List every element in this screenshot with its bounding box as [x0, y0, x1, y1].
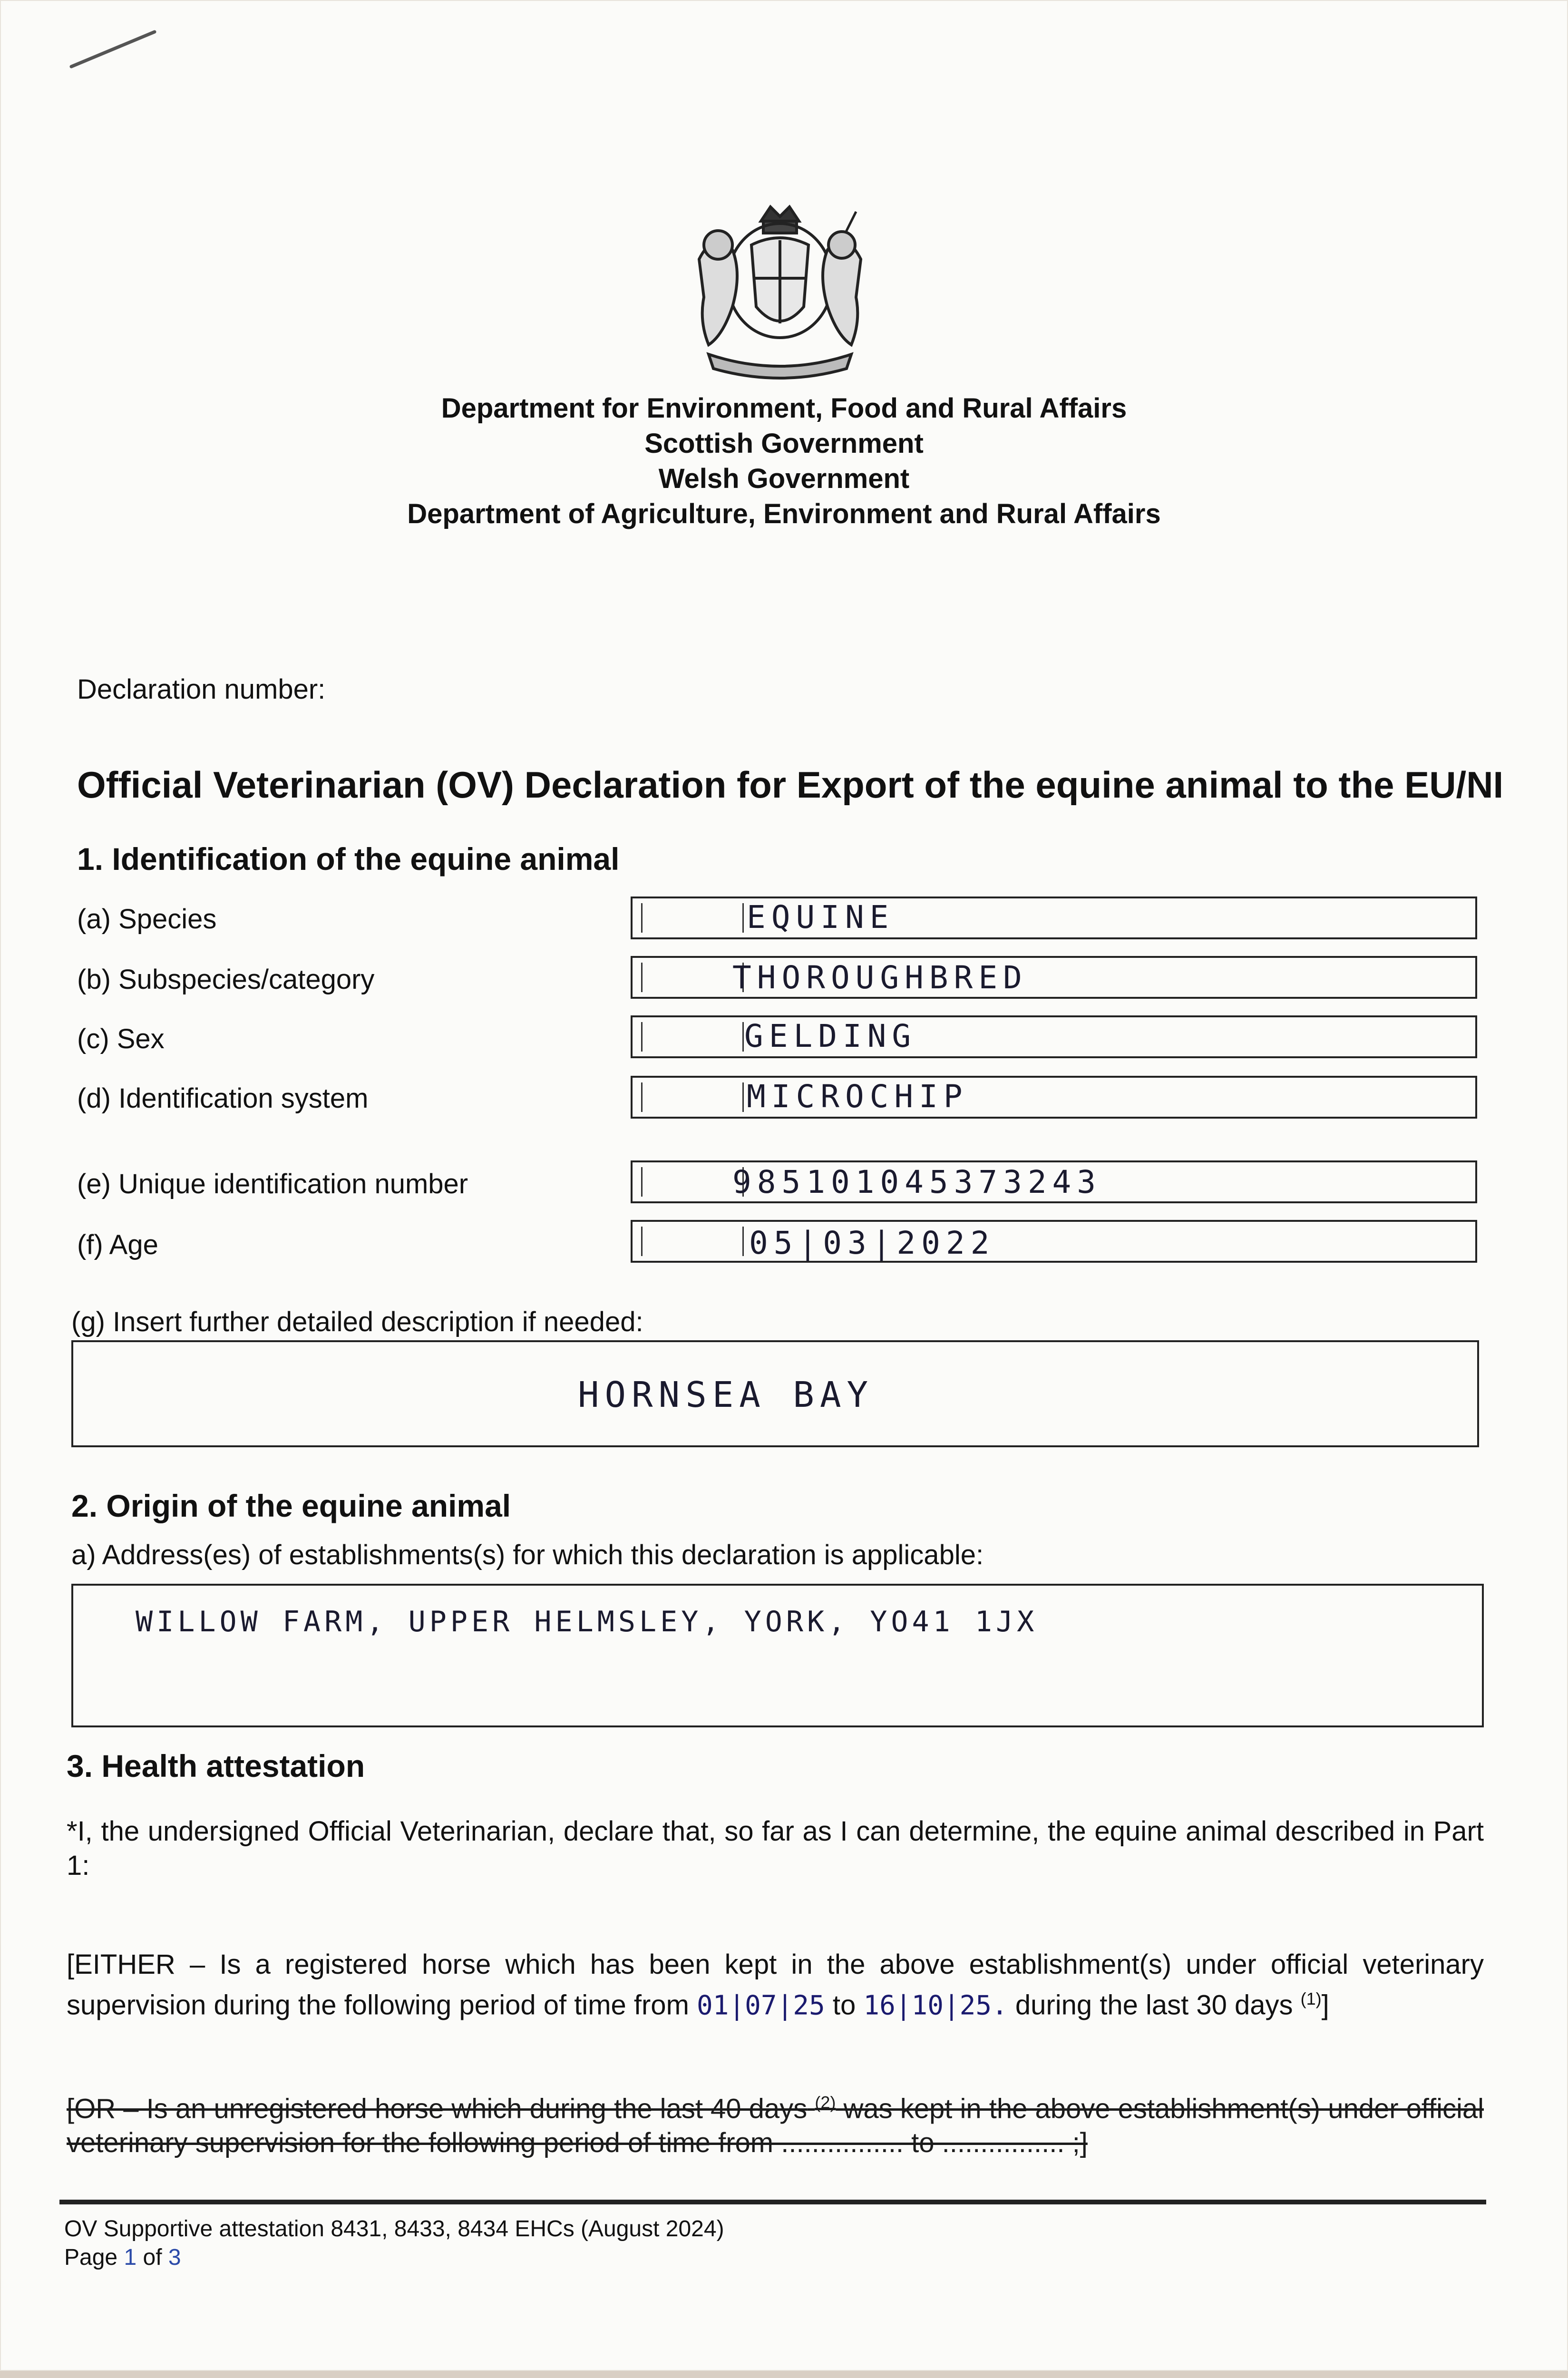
unique-id-value: 985101045373243	[732, 1164, 1102, 1200]
sex-value: GELDING	[744, 1018, 917, 1054]
pen-mark	[67, 26, 162, 74]
date-from-value: 01|07|25	[697, 1990, 825, 2021]
footer-reference: OV Supportive attestation 8431, 8433, 8434 EHCs (August 2024)	[64, 2216, 724, 2242]
identification-system-label: (d) Identification system	[77, 1083, 369, 1114]
either-suffix: during the last 30 days	[1015, 1989, 1293, 2021]
page-current: 1	[124, 2245, 137, 2270]
page-total: 3	[168, 2245, 181, 2270]
address-value: WILLOW FARM, UPPER HELMSLEY, YORK, YO41 1JX	[136, 1605, 1038, 1638]
species-value: EQUINE	[747, 899, 895, 936]
species-label: (a) Species	[77, 904, 217, 935]
declaration-number-label: Declaration number:	[77, 674, 326, 705]
page-of: of	[143, 2245, 162, 2270]
dept-welsh-gov: Welsh Government	[658, 463, 910, 494]
further-description-label: (g) Insert further detailed description if needed:	[71, 1306, 643, 1337]
or-text-1: [OR – Is an unregistered horse which during the last 40 days	[67, 2093, 808, 2125]
document-title: Official Veterinarian (OV) Declaration for Export of the equine animal to the EU/NI	[77, 764, 1504, 806]
section3-heading: 3. Health attestation	[67, 1748, 365, 1784]
subspecies-value: THOROUGHBRED	[732, 959, 1028, 996]
section2-heading: 2. Origin of the equine animal	[71, 1488, 511, 1523]
royal-coat-of-arms	[680, 202, 880, 383]
date-to-value: 16|10|25.	[863, 1990, 1008, 2021]
either-footnote: (1)	[1300, 1989, 1322, 2008]
age-label: (f) Age	[77, 1229, 158, 1260]
age-value: 05|03|2022	[749, 1225, 995, 1261]
to-word: to	[832, 1989, 856, 2021]
either-clause	[67, 1948, 1484, 2023]
section1-heading: 1. Identification of the equine animal	[77, 841, 620, 877]
dept-defra: Department for Environment, Food and Rural Affairs	[441, 393, 1127, 424]
health-attestation-intro: *I, the undersigned Official Veterinarian, declare that, so far as I can determine, the equine animal described in Part 1:	[67, 1816, 1484, 1881]
further-description-value: HORNSEA BAY	[578, 1374, 874, 1415]
page-number	[64, 2242, 181, 2273]
dept-scottish-gov: Scottish Government	[644, 428, 924, 459]
either-end: ]	[1321, 1989, 1329, 2021]
subspecies-label: (b) Subspecies/category	[77, 964, 375, 995]
address-label: a) Address(es) of establishments(s) for which this declaration is applicable:	[71, 1540, 984, 1570]
unique-id-label: (e) Unique identification number	[77, 1169, 468, 1199]
sex-label: (c) Sex	[77, 1023, 165, 1054]
either-prefix: [EITHER – Is a registered horse which has been kept in the above establishment(s) under official veterinary supervision during the following period of time from	[67, 1949, 1484, 2021]
dept-daera: Department of Agriculture, Environment and Rural Affairs	[407, 498, 1161, 529]
identification-system-value: MICROCHIP	[747, 1078, 968, 1115]
or-footnote: (2)	[815, 2093, 836, 2112]
page-prefix: Page	[64, 2245, 118, 2270]
or-text-2: was kept in the above establishment(s) under official veterinary supervision for the following period of time from ................ to ................ ;]	[67, 2093, 1484, 2159]
or-clause-struck	[67, 2086, 1484, 2160]
footer-rule	[59, 2200, 1486, 2204]
